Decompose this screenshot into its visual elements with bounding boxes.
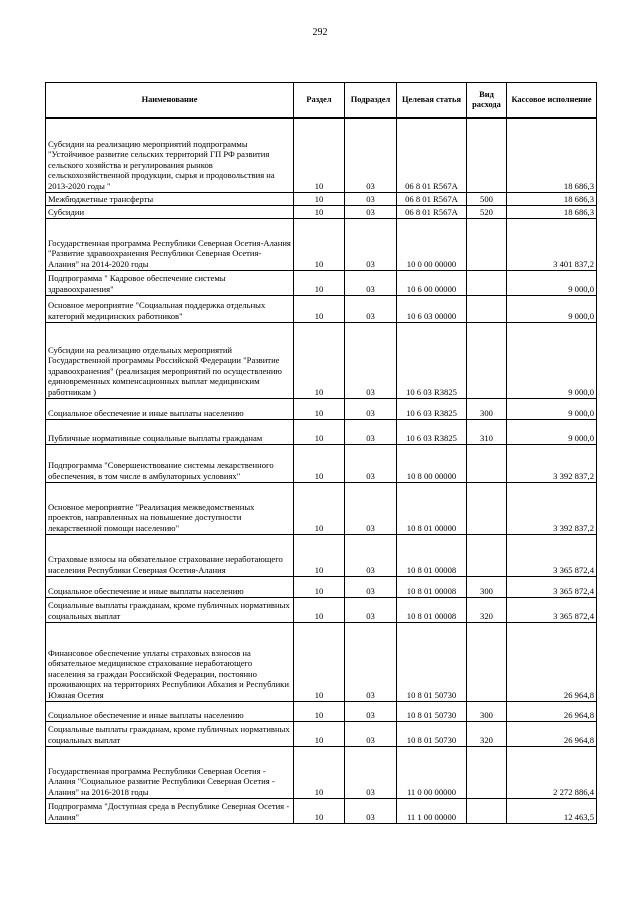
row-razdel: 10 (294, 218, 345, 270)
column-header-vid: Вид расхода (467, 83, 507, 119)
row-vid (467, 622, 507, 701)
table-row (46, 534, 597, 576)
row-statya: 10 8 00 00000 (397, 444, 467, 482)
row-razdel: 10 (294, 295, 345, 322)
table-row (46, 798, 597, 823)
table-row (46, 218, 597, 270)
table-row (46, 118, 597, 192)
row-amount: 3 365 872,4 (507, 534, 597, 576)
row-amount: 18 686,3 (507, 192, 597, 205)
table-row (46, 398, 597, 419)
row-vid (467, 444, 507, 482)
row-podrazdel: 03 (345, 205, 397, 218)
row-statya: 10 6 03 00000 (397, 295, 467, 322)
row-podrazdel: 03 (345, 192, 397, 205)
table-row (46, 419, 597, 444)
column-header-name: Наименование (46, 83, 294, 119)
row-name: Государственная программа Республики Северная Осетия-Алания "Развитие здравоохранения Республики Северная Осетия-Алания" на 2014-2020 годы (46, 218, 294, 270)
row-podrazdel: 03 (345, 218, 397, 270)
row-name: Социальное обеспечение и иные выплаты населению (46, 701, 294, 721)
table-header-row (46, 83, 597, 119)
row-podrazdel: 03 (345, 798, 397, 823)
row-amount: 9 000,0 (507, 322, 597, 398)
page-number: 292 (312, 27, 328, 38)
row-razdel: 10 (294, 118, 345, 192)
row-statya: 06 8 01 R567A (397, 118, 467, 192)
row-razdel: 10 (294, 205, 345, 218)
table-row (46, 205, 597, 218)
row-statya: 10 8 01 50730 (397, 721, 467, 746)
table-row (46, 746, 597, 798)
row-amount: 3 365 872,4 (507, 576, 597, 597)
row-vid (467, 482, 507, 534)
row-vid: 300 (467, 701, 507, 721)
column-header-podrazdel: Подраздел (345, 83, 397, 119)
row-name: Субсидии на реализацию мероприятий подпрограммы "Устойчивое развитие сельских территорий ГП РФ развития сельского хозяйства и регулирования рынков сельскохозяйственной продукции, сырья и продовольствия на 2013-2020 годы " (46, 118, 294, 192)
table-row (46, 701, 597, 721)
table-row (46, 322, 597, 398)
row-statya: 10 6 03 R3825 (397, 419, 467, 444)
column-header-razdel: Раздел (294, 83, 345, 119)
row-vid (467, 798, 507, 823)
row-podrazdel: 03 (345, 118, 397, 192)
row-name: Подпрограмма " Кадровое обеспечение системы здравоохранения" (46, 270, 294, 295)
row-amount: 9 000,0 (507, 295, 597, 322)
row-amount: 12 463,5 (507, 798, 597, 823)
row-name: Субсидии (46, 205, 294, 218)
row-razdel: 10 (294, 701, 345, 721)
row-statya: 06 8 01 R567A (397, 205, 467, 218)
row-vid: 320 (467, 721, 507, 746)
row-amount: 26 964,8 (507, 721, 597, 746)
row-razdel: 10 (294, 192, 345, 205)
row-razdel: 10 (294, 622, 345, 701)
row-amount: 3 401 837,2 (507, 218, 597, 270)
row-statya: 10 8 01 00008 (397, 597, 467, 622)
table-row (46, 576, 597, 597)
row-amount: 2 272 886,4 (507, 746, 597, 798)
row-podrazdel: 03 (345, 322, 397, 398)
table-row (46, 270, 597, 295)
row-statya: 10 6 00 00000 (397, 270, 467, 295)
row-vid: 320 (467, 597, 507, 622)
row-vid: 520 (467, 205, 507, 218)
table-row (46, 622, 597, 701)
row-razdel: 10 (294, 419, 345, 444)
row-name: Основное мероприятие "Социальная поддержка отдельных категорий медицинских работников" (46, 295, 294, 322)
row-name: Социальное обеспечение и иные выплаты населению (46, 398, 294, 419)
row-amount: 9 000,0 (507, 398, 597, 419)
row-vid: 500 (467, 192, 507, 205)
row-statya: 10 8 01 00008 (397, 534, 467, 576)
row-amount: 18 686,3 (507, 118, 597, 192)
row-amount: 9 000,0 (507, 419, 597, 444)
row-amount: 3 365 872,4 (507, 597, 597, 622)
row-amount: 3 392 837,2 (507, 482, 597, 534)
row-name: Субсидии на реализацию отдельных мероприятий Государственной программы Российской Федерации "Развитие здравоохранения" (реализация мероприятий по осуществлению единовременных компенсационных выплат медицинским работникам ) (46, 322, 294, 398)
row-podrazdel: 03 (345, 270, 397, 295)
row-podrazdel: 03 (345, 398, 397, 419)
row-podrazdel: 03 (345, 746, 397, 798)
row-name: Основное мероприятие "Реализация межведомственных проектов, направленных на повышение доступности лекарственной помощи населению" (46, 482, 294, 534)
row-name: Страховые взносы на обязательное страхование неработающего населения Республики Северная Осетия-Алания (46, 534, 294, 576)
row-podrazdel: 03 (345, 534, 397, 576)
row-vid (467, 118, 507, 192)
row-amount: 18 686,3 (507, 205, 597, 218)
row-name: Публичные нормативные социальные выплаты гражданам (46, 419, 294, 444)
row-razdel: 10 (294, 482, 345, 534)
table-row (46, 482, 597, 534)
row-statya: 10 6 03 R3825 (397, 398, 467, 419)
row-podrazdel: 03 (345, 419, 397, 444)
row-razdel: 10 (294, 398, 345, 419)
row-razdel: 10 (294, 597, 345, 622)
row-name: Межбюджетные трансферты (46, 192, 294, 205)
row-razdel: 10 (294, 270, 345, 295)
row-podrazdel: 03 (345, 444, 397, 482)
row-amount: 3 392 837,2 (507, 444, 597, 482)
row-name: Социальные выплаты гражданам, кроме публичных нормативных социальных выплат (46, 721, 294, 746)
row-razdel: 10 (294, 721, 345, 746)
row-vid: 300 (467, 398, 507, 419)
row-statya: 10 8 01 50730 (397, 622, 467, 701)
row-razdel: 10 (294, 444, 345, 482)
row-podrazdel: 03 (345, 295, 397, 322)
row-razdel: 10 (294, 746, 345, 798)
table-row (46, 721, 597, 746)
row-statya: 10 0 00 00000 (397, 218, 467, 270)
row-podrazdel: 03 (345, 721, 397, 746)
row-vid: 310 (467, 419, 507, 444)
row-statya: 06 8 01 R567A (397, 192, 467, 205)
budget-table (45, 82, 597, 824)
row-amount: 9 000,0 (507, 270, 597, 295)
row-statya: 10 8 01 50730 (397, 701, 467, 721)
row-podrazdel: 03 (345, 597, 397, 622)
row-vid (467, 295, 507, 322)
row-amount: 26 964,8 (507, 622, 597, 701)
row-statya: 11 1 00 00000 (397, 798, 467, 823)
row-podrazdel: 03 (345, 576, 397, 597)
row-name: Финансовое обеспечение уплаты страховых взносов на обязательное медицинское страхование неработающего населения за граждан Российской Федерации, постоянно проживающих на территориях Республики Абхазия и Республики Южная Осетия (46, 622, 294, 701)
row-podrazdel: 03 (345, 482, 397, 534)
row-statya: 10 8 01 00000 (397, 482, 467, 534)
row-podrazdel: 03 (345, 701, 397, 721)
row-vid: 300 (467, 576, 507, 597)
row-name: Социальные выплаты гражданам, кроме публичных нормативных социальных выплат (46, 597, 294, 622)
row-razdel: 10 (294, 576, 345, 597)
table-row (46, 192, 597, 205)
table-row (46, 295, 597, 322)
row-razdel: 10 (294, 534, 345, 576)
column-header-statya: Целевая статья (397, 83, 467, 119)
row-name: Социальное обеспечение и иные выплаты населению (46, 576, 294, 597)
row-razdel: 10 (294, 322, 345, 398)
table-row (46, 444, 597, 482)
row-name: Государственная программа Республики Северная Осетия - Алания "Социальное развитие Республики Северная Осетия - Алания" на 2016-2018 годы (46, 746, 294, 798)
row-podrazdel: 03 (345, 622, 397, 701)
row-statya: 10 6 03 R3825 (397, 322, 467, 398)
row-razdel: 10 (294, 798, 345, 823)
row-name: Подпрограмма "Доступная среда в Республике Северная Осетия - Алания" (46, 798, 294, 823)
table-row (46, 597, 597, 622)
row-vid (467, 322, 507, 398)
column-header-amount: Кассовое исполнение (507, 83, 597, 119)
row-vid (467, 746, 507, 798)
row-vid (467, 218, 507, 270)
row-name: Подпрограмма "Совершенствование системы лекарственного обеспечения, в том числе в амбулаторных условиях" (46, 444, 294, 482)
row-statya: 10 8 01 00008 (397, 576, 467, 597)
row-statya: 11 0 00 00000 (397, 746, 467, 798)
row-vid (467, 534, 507, 576)
row-amount: 26 964,8 (507, 701, 597, 721)
row-vid (467, 270, 507, 295)
